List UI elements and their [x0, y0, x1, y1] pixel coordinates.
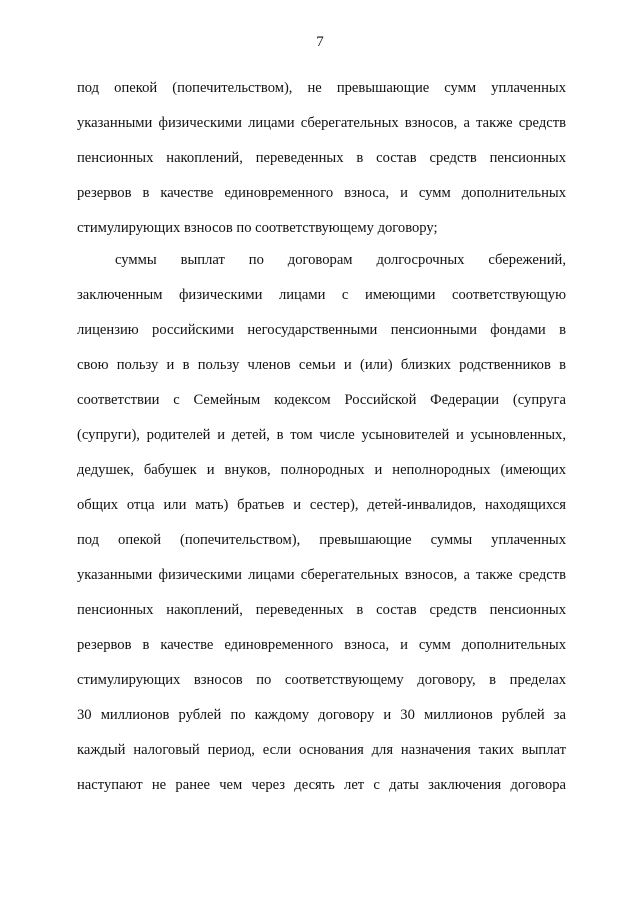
text-line: соответствии с Семейным кодексом Российской Федерации (супруга [77, 392, 566, 408]
text-line: лицензию российскими негосударственными пенсионными фондами в [77, 322, 566, 338]
text-line: пенсионных накоплений, переведенных в состав средств пенсионных [77, 602, 566, 618]
text-line: под опекой (попечительством), не превышающие сумм уплаченных [77, 80, 566, 96]
text-line: резервов в качестве единовременного взноса, и сумм дополнительных [77, 637, 566, 653]
text-line: 30 миллионов рублей по каждому договору и 30 миллионов рублей за [77, 707, 566, 723]
text-line: резервов в качестве единовременного взноса, и сумм дополнительных [77, 185, 566, 201]
text-line: пенсионных накоплений, переведенных в состав средств пенсионных [77, 150, 566, 166]
text-line: (супруги), родителей и детей, в том числе усыновителей и усыновленных, [77, 427, 566, 443]
text-line: заключенным физическими лицами с имеющими соответствующую [77, 287, 566, 303]
text-line: указанными физическими лицами сберегательных взносов, а также средств [77, 567, 566, 583]
text-line: стимулирующих взносов по соответствующему договору, в пределах [77, 672, 566, 688]
paragraph-continuation [77, 79, 566, 254]
text-line: под опекой (попечительством), превышающие суммы уплаченных [77, 532, 566, 548]
text-line: стимулирующих взносов по соответствующему договору; [77, 220, 438, 236]
page-number: 7 [316, 34, 324, 50]
text-line: суммы выплат по договорам долгосрочных сбережений, [115, 252, 566, 268]
text-line: свою пользу и в пользу членов семьи и (или) близких родственников в [77, 357, 566, 373]
text-line: указанными физическими лицами сберегательных взносов, а также средств [77, 115, 566, 131]
paragraph-payment-sums [77, 251, 566, 811]
text-line: общих отца или мать) братьев и сестер), детей-инвалидов, находящихся [77, 497, 566, 513]
text-line: наступают не ранее чем через десять лет с даты заключения договора [77, 777, 566, 793]
text-line: каждый налоговый период, если основания для назначения таких выплат [77, 742, 566, 758]
text-line: дедушек, бабушек и внуков, полнородных и неполнородных (имеющих [77, 462, 566, 478]
